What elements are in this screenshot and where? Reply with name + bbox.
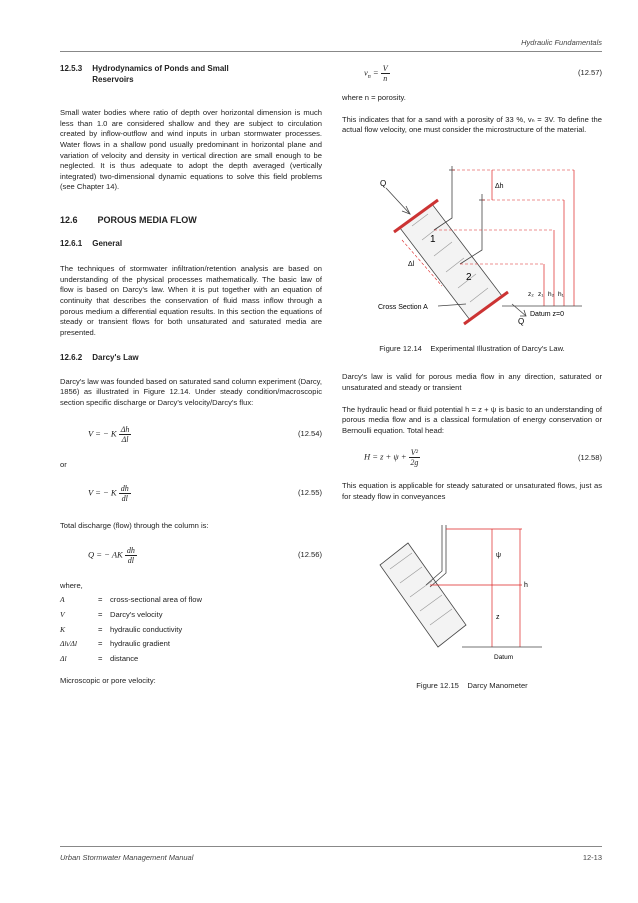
equation-12-58: H = z + ψ + $\frac{\text{V²}}{2g}$ (12.58) [364, 448, 602, 468]
running-header: Hydraulic Fundamentals [521, 38, 602, 47]
section-12-6-2-text: Darcy's law was founded based on saturated sand column experiment (Darcy, 1856) as illustrated in Figure 12.14. Under steady condition/macroscopic section specific discharge or Darcy's velocity/Darcy's flux: [60, 376, 322, 408]
section-12-5-3-text: Small water bodies where ratio of depth over horizontal dimension is much less than 1.0 are considered shallow and they are subject to circulation created by inflow-outflow and wind inputs in urban stormwater processes. Water flows in a shallow pond usually predominant in horizontal plane and variation of velocity and density in vertical direction are small enough to be neglected. It is thus adequate to adopt the depth averaged (vertically integrated) two-dimensional dynamic equations to solve this field problems (see Chapter 14). [60, 108, 322, 192]
section-12-6-2-heading: 12.6.2 Darcy's Law [60, 353, 139, 363]
definition-desc: hydraulic conductivity [110, 624, 183, 634]
fig14-delta-l: Δl [408, 260, 415, 268]
section-12-6-1-heading: 12.6.1 General [60, 238, 123, 248]
definition-desc: hydraulic gradient [110, 639, 170, 649]
definition-eq: = [98, 639, 103, 649]
fig14-datum: Datum z=0 [530, 310, 565, 318]
footer-manual-title: Urban Stormwater Management Manual [60, 853, 194, 862]
equation-12-54: V = − K $\frac{\Delta h}{\Delta l}$ (12.54) [88, 424, 322, 444]
fig14-z2: z₂ [528, 290, 534, 298]
definition-desc: Darcy's velocity [110, 610, 163, 620]
definition-sym: V [60, 610, 65, 620]
fig15-datum: Datum [494, 653, 514, 661]
definition-sym: A [60, 595, 65, 605]
micro-velocity-text: Microscopic or pore velocity: [60, 676, 156, 686]
definition-eq: = [98, 624, 103, 634]
figure-12-15-darcy-manometer [342, 517, 602, 677]
validity-text: Darcy's law is valid for porous media flow in any direction, saturated or unsaturated and steady or transient [342, 372, 602, 392]
sand-column [400, 204, 502, 320]
header-rule [60, 51, 602, 52]
fig14-h1: h₁ [558, 290, 564, 298]
fig14-z1: z₁ [538, 290, 544, 298]
fig14-cross-section: Cross Section A [378, 303, 428, 311]
equation-12-56: Q = − AK $\frac{dh}{dl}$ (12.56) [88, 545, 322, 565]
symbol-definitions [60, 595, 322, 664]
fig14-point-2: 2 [466, 271, 472, 283]
porosity-text: where n = porosity. [342, 93, 406, 102]
definition-sym: K [60, 624, 66, 634]
or-text: or [60, 459, 67, 469]
fig15-h: h [524, 581, 528, 589]
definition-desc: distance [110, 653, 139, 663]
section-12-6-1-text: The techniques of stormwater infiltration/retention analysis are based on understanding of the physical processes mathematically. The basic law of flow is based on Darcy's law. When it is put together with an equation of continuity that describes the conservation of fluid mass inflow through a porous medium a differential equation results. In this section the equations of steady or transient flows for both unsaturated and saturated media are presented. [60, 264, 322, 337]
manometer-column [380, 543, 466, 647]
definition-sym: Δh/Δl [60, 639, 77, 649]
total-discharge-text: Total discharge (flow) through the column is: [60, 521, 209, 531]
fig14-h2: h₂ [548, 290, 555, 298]
right-column [342, 64, 602, 691]
left-column [60, 64, 322, 687]
section-12-6-heading: 12.6 POROUS MEDIA FLOW [60, 214, 197, 225]
applicable-text: This equation is applicable for steady saturated or unsaturated flows, just as for steady flow in conveyances [342, 481, 602, 501]
definition-eq: = [98, 610, 103, 620]
equation-12-55: V = − K $\frac{dh}{dl}$ (12.55) [88, 484, 322, 504]
figure-12-14-caption: Figure 12.14 Experimental Illustration of Darcy's Law. [379, 343, 565, 353]
fig14-q-out: Q [518, 316, 525, 326]
figure-12-14-darcy-apparatus [342, 156, 602, 326]
equation-12-57: $v_n$ = $\frac{V}{n}$ (12.57) [364, 64, 602, 83]
fig15-psi: ψ [496, 551, 501, 559]
fig14-delta-h: Δh [495, 182, 504, 190]
where-text: where, [60, 580, 83, 590]
definition-sym: Δl [60, 653, 67, 663]
definition-eq: = [98, 595, 103, 605]
definition-eq: = [98, 653, 103, 663]
indicates-text: This indicates that for a sand with a porosity of 33 %, vₙ = 3V. To define the actual flow velocity, one must consider the microstructure of the material. [342, 114, 602, 135]
footer-rule [60, 846, 602, 847]
section-12-5-3-heading: 12.5.3 Hydrodynamics of Ponds and Small Reservoirs [60, 64, 229, 84]
definition-desc: cross-sectional area of flow [110, 595, 203, 605]
fig15-z: z [496, 613, 500, 621]
footer-page-number: 12-13 [582, 853, 602, 862]
fig14-q-in: Q [380, 178, 387, 188]
hydraulic-head-text: The hydraulic head or fluid potential h = z + ψ is basic to an understanding of porous media flow and is a classical formulation of energy conservation or Bernoulli equation. Total head: [342, 404, 602, 435]
figure-12-15-caption: Figure 12.15 Darcy Manometer [416, 680, 528, 690]
fig14-point-1: 1 [430, 233, 436, 245]
